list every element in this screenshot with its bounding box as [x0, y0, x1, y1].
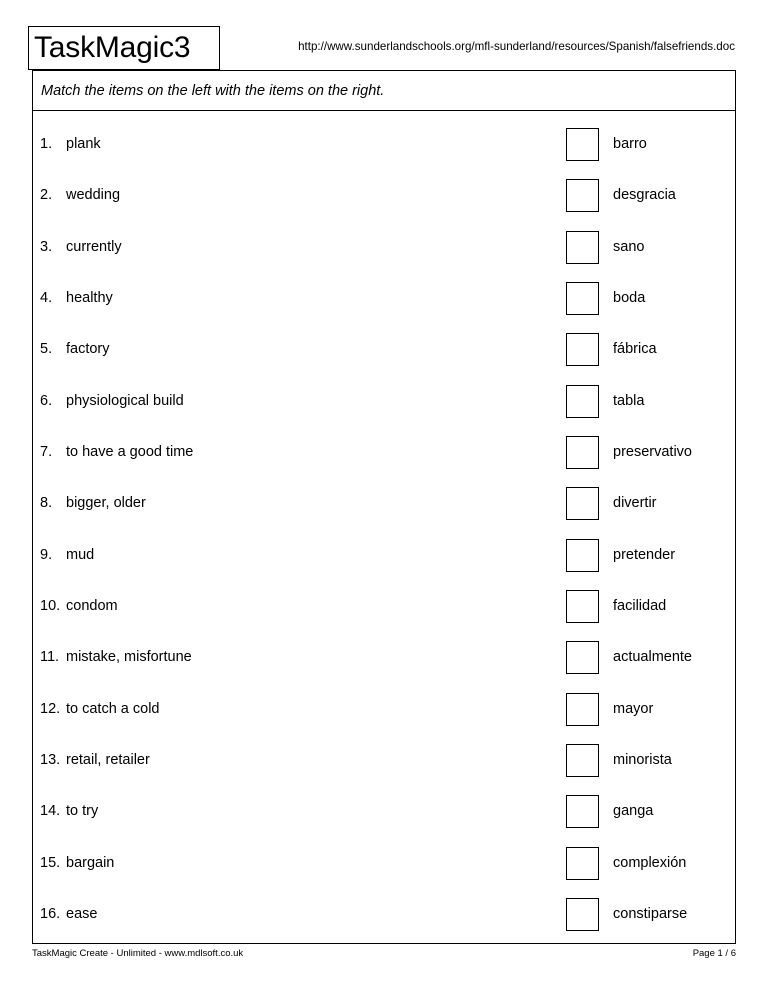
- item-spanish: actualmente: [613, 649, 692, 666]
- item-spanish: constiparse: [613, 905, 688, 922]
- item-number: 14.: [40, 803, 61, 820]
- item-english: to catch a cold: [66, 700, 160, 717]
- match-list: [33, 113, 735, 934]
- answer-box[interactable]: [566, 744, 599, 777]
- left-item: [40, 751, 150, 769]
- item-english: retail, retailer: [66, 751, 150, 768]
- item-spanish: complexión: [613, 854, 687, 871]
- match-row: [33, 421, 735, 472]
- item-spanish: fábrica: [613, 341, 657, 358]
- item-number: 11.: [40, 649, 60, 666]
- item-english: ease: [66, 905, 98, 922]
- item-number: 10.: [40, 597, 61, 614]
- item-english: mud: [66, 546, 95, 563]
- answer-box[interactable]: [566, 641, 599, 674]
- item-english: factory: [66, 341, 110, 358]
- item-english: physiological build: [66, 392, 184, 409]
- item-number: 3.: [40, 238, 53, 255]
- match-row: [33, 267, 735, 318]
- item-english: mistake, misfortune: [66, 649, 192, 666]
- logo-box: [28, 26, 220, 70]
- left-item: [40, 135, 101, 153]
- left-item: [40, 494, 146, 512]
- answer-box[interactable]: [566, 436, 599, 469]
- match-row: [33, 729, 735, 780]
- answer-box[interactable]: [566, 590, 599, 623]
- item-spanish: ganga: [613, 803, 654, 820]
- item-english: to try: [66, 803, 99, 820]
- item-number: 16.: [40, 905, 61, 922]
- answer-box[interactable]: [566, 898, 599, 931]
- left-item: [40, 700, 160, 718]
- item-english: currently: [66, 238, 122, 255]
- match-row: [33, 113, 735, 164]
- left-item: [40, 597, 118, 615]
- match-row: [33, 524, 735, 575]
- item-spanish: desgracia: [613, 187, 676, 204]
- left-item: [40, 289, 113, 307]
- item-number: 5.: [40, 341, 53, 358]
- left-item: [40, 392, 184, 410]
- source-url: http://www.sunderlandschools.org/mfl-sunderland/resources/Spanish/falsefriends.doc: [298, 40, 735, 53]
- instruction-bar: [33, 71, 735, 111]
- item-spanish: preservativo: [613, 443, 692, 460]
- answer-box[interactable]: [566, 385, 599, 418]
- answer-box[interactable]: [566, 282, 599, 315]
- item-english: condom: [66, 597, 118, 614]
- left-item: [40, 340, 110, 358]
- item-number: 8.: [40, 495, 53, 512]
- item-english: to have a good time: [66, 443, 194, 460]
- match-row: [33, 575, 735, 626]
- item-spanish: minorista: [613, 751, 672, 768]
- item-number: 2.: [40, 187, 53, 204]
- item-number: 12.: [40, 700, 61, 717]
- match-row: [33, 626, 735, 677]
- answer-box[interactable]: [566, 539, 599, 572]
- match-row: [33, 832, 735, 883]
- left-item: [40, 186, 120, 204]
- answer-box[interactable]: [566, 179, 599, 212]
- match-row: [33, 472, 735, 523]
- match-row: [33, 883, 735, 934]
- item-spanish: divertir: [613, 495, 657, 512]
- logo-text: TaskMagic3: [34, 31, 191, 64]
- item-number: 1.: [40, 136, 53, 152]
- page-number: Page 1 / 6: [692, 948, 736, 959]
- match-row: [33, 678, 735, 729]
- answer-box[interactable]: [566, 487, 599, 520]
- item-number: 6.: [40, 392, 53, 409]
- match-row: [33, 318, 735, 369]
- match-row: [33, 780, 735, 831]
- item-english: healthy: [66, 289, 113, 306]
- left-item: [40, 854, 114, 872]
- match-row: [33, 370, 735, 421]
- item-number: 7.: [40, 443, 53, 460]
- worksheet-frame: [32, 70, 736, 944]
- answer-box[interactable]: [566, 693, 599, 726]
- match-row: [33, 164, 735, 215]
- item-spanish: pretender: [613, 546, 676, 563]
- item-english: plank: [66, 136, 101, 152]
- item-spanish: facilidad: [613, 597, 667, 614]
- footer-credit: TaskMagic Create - Unlimited - www.mdlsoft.co.uk: [32, 948, 244, 959]
- left-item: [40, 802, 98, 820]
- answer-box[interactable]: [566, 795, 599, 828]
- item-number: 9.: [40, 546, 53, 563]
- match-row: [33, 216, 735, 267]
- item-english: bigger, older: [66, 495, 146, 512]
- item-spanish: mayor: [613, 700, 654, 717]
- item-number: 13.: [40, 751, 61, 768]
- item-spanish: barro: [613, 136, 647, 152]
- answer-box[interactable]: [566, 333, 599, 366]
- item-spanish: tabla: [613, 392, 645, 409]
- item-english: wedding: [66, 187, 121, 204]
- left-item: [40, 648, 192, 666]
- item-english: bargain: [66, 854, 115, 871]
- item-number: 15.: [40, 854, 61, 871]
- item-spanish: boda: [613, 289, 646, 306]
- left-item: [40, 546, 94, 564]
- answer-box[interactable]: [566, 847, 599, 880]
- left-item: [40, 238, 122, 256]
- instruction-text: Match the items on the left with the items on the right.: [41, 83, 385, 99]
- item-spanish: sano: [613, 238, 645, 255]
- item-number: 4.: [40, 289, 53, 306]
- left-item: [40, 443, 193, 461]
- answer-box[interactable]: [566, 128, 599, 161]
- left-item: [40, 905, 97, 923]
- answer-box[interactable]: [566, 231, 599, 264]
